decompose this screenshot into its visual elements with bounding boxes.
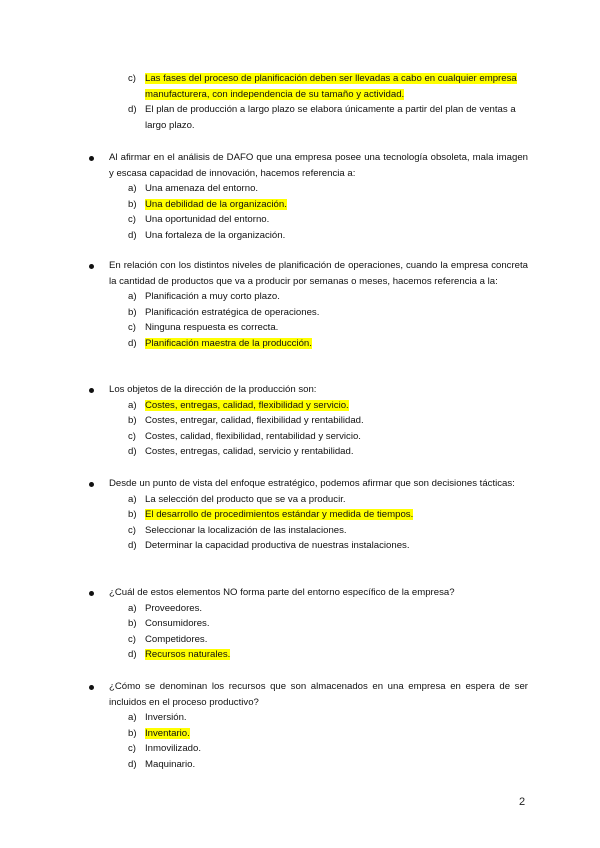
page-number: 2 xyxy=(519,796,526,808)
bullet-icon xyxy=(89,482,94,487)
bullet-icon xyxy=(89,388,94,393)
option-d: d) Una fortaleza de la organización. xyxy=(128,229,286,241)
question-text: ¿Cómo se denominan los recursos que son almacenados en una empresa en espera de ser incluidos en el proceso productivo? xyxy=(90,679,528,710)
option-a: a) Proveedores. xyxy=(128,602,203,614)
option-c xyxy=(90,71,528,102)
question-6 xyxy=(90,679,528,772)
question-text: ¿Cuál de estos elementos NO forma parte del entorno específico de la empresa? xyxy=(90,585,528,601)
question-text: En relación con los distintos niveles de planificación de operaciones, cuando la empresa concreta la cantidad de productos que va a producir por semanas o meses, hacemos referencia a la: xyxy=(90,258,528,289)
option-a: a) Una amenaza del entorno. xyxy=(128,183,259,194)
option-a: a) Inversión. xyxy=(128,712,187,723)
option-text: El plan de producción a largo plazo se elabora únicamente a partir del plan de ventas a largo plazo. xyxy=(145,104,516,131)
option-letter: c) xyxy=(128,73,136,84)
option-d: d) Planificación maestra de la producción. xyxy=(128,337,312,349)
question-2 xyxy=(90,258,528,351)
bullet-icon xyxy=(89,591,94,596)
option-b: b) Consumidores. xyxy=(128,618,210,629)
option-a: a) Planificación a muy corto plazo. xyxy=(128,291,280,302)
option-d: d) Determinar la capacidad productiva de nuestras instalaciones. xyxy=(128,540,410,551)
option-letter: d) xyxy=(128,104,137,115)
question-5 xyxy=(90,585,528,663)
bullet-icon xyxy=(89,264,94,269)
option-c: c) Ninguna respuesta es correcta. xyxy=(128,322,279,333)
question-text: Al afirmar en el análisis de DAFO que una empresa posee una tecnología obsoleta, mala imagen y escasa capacidad de innovación, hacemos referencia a: xyxy=(90,150,528,181)
option-b: b) Planificación estratégica de operaciones. xyxy=(128,306,320,318)
option-c: c) Seleccionar la localización de las instalaciones. xyxy=(128,524,347,536)
question-1 xyxy=(90,150,528,243)
option-c: c) Competidores. xyxy=(128,633,208,645)
option-c: c) Costes, calidad, flexibilidad, rentabilidad y servicio. xyxy=(128,430,361,442)
option-a: a) Costes, entregas, calidad, flexibilidad y servicio. xyxy=(128,399,349,411)
option-d: d) Recursos naturales. xyxy=(128,649,231,660)
intro-options xyxy=(90,71,528,133)
option-b: b) Inventario. xyxy=(128,727,190,739)
option-b: b) Una debilidad de la organización. xyxy=(128,198,287,210)
question-4 xyxy=(90,476,528,554)
question-text: Los objetos de la dirección de la producción son: xyxy=(90,382,528,398)
option-d: d) Maquinario. xyxy=(128,758,196,770)
option-d xyxy=(90,102,528,133)
option-c: c) Una oportunidad del entorno. xyxy=(128,214,270,225)
bullet-icon xyxy=(89,156,94,161)
option-d: d) Costes, entregas, calidad, servicio y rentabilidad. xyxy=(128,446,354,457)
bullet-icon xyxy=(89,685,94,690)
option-b: b) El desarrollo de procedimientos estándar y medida de tiempos. xyxy=(128,509,414,520)
option-text-highlighted: Las fases del proceso de planificación deben ser llevadas a cabo en cualquier empresa manufacturera, con independencia de su tamaño y actividad. xyxy=(145,73,517,100)
option-b: b) Costes, entregar, calidad, flexibilidad y rentabilidad. xyxy=(128,415,364,426)
question-text: Desde un punto de vista del enfoque estratégico, podemos afirmar que son decisiones tácticas: xyxy=(90,476,528,492)
option-a: a) La selección del producto que se va a producir. xyxy=(128,493,346,505)
option-c: c) Inmovilizado. xyxy=(128,743,201,754)
question-3 xyxy=(90,382,528,460)
